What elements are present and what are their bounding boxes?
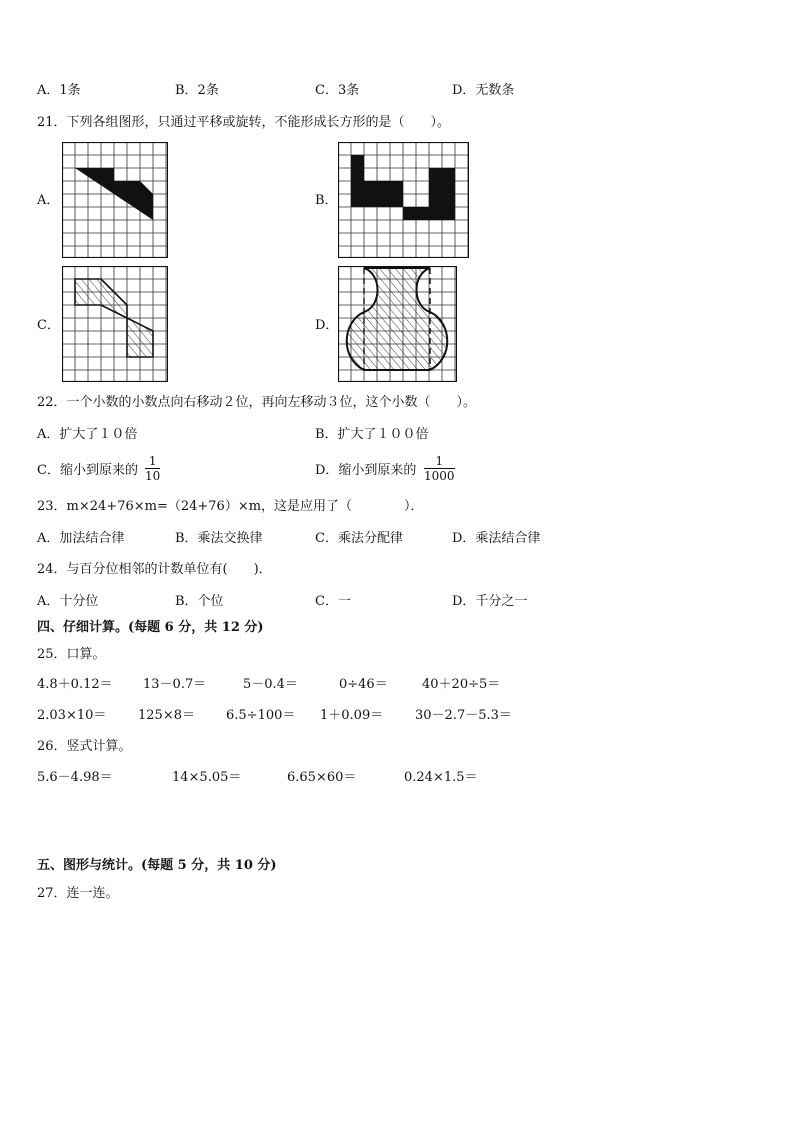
q23-option-d[interactable]: D．乘法结合律: [452, 531, 541, 546]
q21-figure-c: [62, 266, 168, 382]
q25-stem: 25．口算。: [37, 647, 106, 662]
q22-option-c[interactable]: C．缩小到原来的: [37, 463, 138, 478]
q21-figure-d: [338, 266, 457, 382]
q25-item[interactable]: 40＋20÷5＝: [422, 677, 501, 692]
q24-option-a[interactable]: A．十分位: [37, 594, 99, 609]
q26-item[interactable]: 5.6－4.98＝: [37, 770, 113, 785]
q26-item[interactable]: 0.24×1.5＝: [404, 770, 478, 785]
q25-item[interactable]: 1＋0.09＝: [320, 708, 384, 723]
q21-label-d[interactable]: D．: [315, 318, 339, 333]
q22-option-c-fraction: [145, 454, 160, 483]
q27-stem: 27．连一连。: [37, 886, 119, 901]
q25-item[interactable]: 30－2.7－5.3＝: [415, 708, 512, 723]
q24-option-c[interactable]: C．一: [315, 594, 351, 609]
section-4-heading: 四、仔细计算。(每题 6 分，共 12 分): [37, 620, 264, 635]
q20-option-d[interactable]: D．无数条: [452, 83, 515, 98]
section-5-heading: 五、图形与统计。(每题 5 分，共 10 分): [37, 858, 277, 873]
q23-option-c[interactable]: C．乘法分配律: [315, 531, 403, 546]
shape-d: [347, 268, 448, 370]
q25-item[interactable]: 4.8＋0.12＝: [37, 677, 113, 692]
q22-stem: 22．一个小数的小数点向右移动２位，再向左移动３位，这个小数（ ）。: [37, 395, 477, 410]
q26-item[interactable]: 14×5.05＝: [172, 770, 242, 785]
q20-option-a[interactable]: A．1条: [37, 83, 81, 98]
q26-item[interactable]: 6.65×60＝: [287, 770, 357, 785]
q22-option-b[interactable]: B．扩大了１００倍: [315, 427, 429, 442]
q21-label-b[interactable]: B．: [315, 193, 338, 208]
q25-item[interactable]: 5－0.4＝: [243, 677, 298, 692]
q20-option-c[interactable]: C．3条: [315, 83, 360, 98]
fraction-numerator: 1: [435, 454, 444, 468]
q25-item[interactable]: 0÷46＝: [339, 677, 388, 692]
q21-stem: 21．下列各组图形，只通过平移或旋转，不能形成长方形的是（ ）。: [37, 115, 451, 130]
q24-option-b[interactable]: B．个位: [175, 594, 224, 609]
q22-option-d[interactable]: D．缩小到原来的: [315, 463, 417, 478]
q24-stem: 24．与百分位相邻的计数单位有( )．: [37, 562, 272, 577]
q26-stem: 26．竖式计算。: [37, 739, 132, 754]
q25-item[interactable]: 6.5÷100＝: [226, 708, 296, 723]
q24-option-d[interactable]: D．千分之一: [452, 594, 528, 609]
q20-option-b[interactable]: B．2条: [175, 83, 219, 98]
q25-item[interactable]: 2.03×10＝: [37, 708, 107, 723]
fraction-denominator: 1000: [424, 469, 455, 483]
q22-option-d-fraction: [424, 454, 455, 483]
q21-label-c[interactable]: C．: [37, 318, 60, 333]
q22-option-a[interactable]: A．扩大了１０倍: [37, 427, 138, 442]
fraction-numerator: 1: [148, 454, 157, 468]
q21-figure-a: [62, 142, 168, 258]
q21-label-a[interactable]: A．: [37, 193, 60, 208]
q23-stem: 23．m×24+76×m=（24+76）×m，这是应用了（ ）．: [37, 499, 424, 514]
fraction-denominator: 10: [145, 469, 161, 483]
q21-figure-b: [338, 142, 469, 258]
q23-option-b[interactable]: B．乘法交换律: [175, 531, 263, 546]
q25-item[interactable]: 125×8＝: [138, 708, 195, 723]
q23-option-a[interactable]: A．加法结合律: [37, 531, 125, 546]
q25-item[interactable]: 13－0.7＝: [143, 677, 207, 692]
